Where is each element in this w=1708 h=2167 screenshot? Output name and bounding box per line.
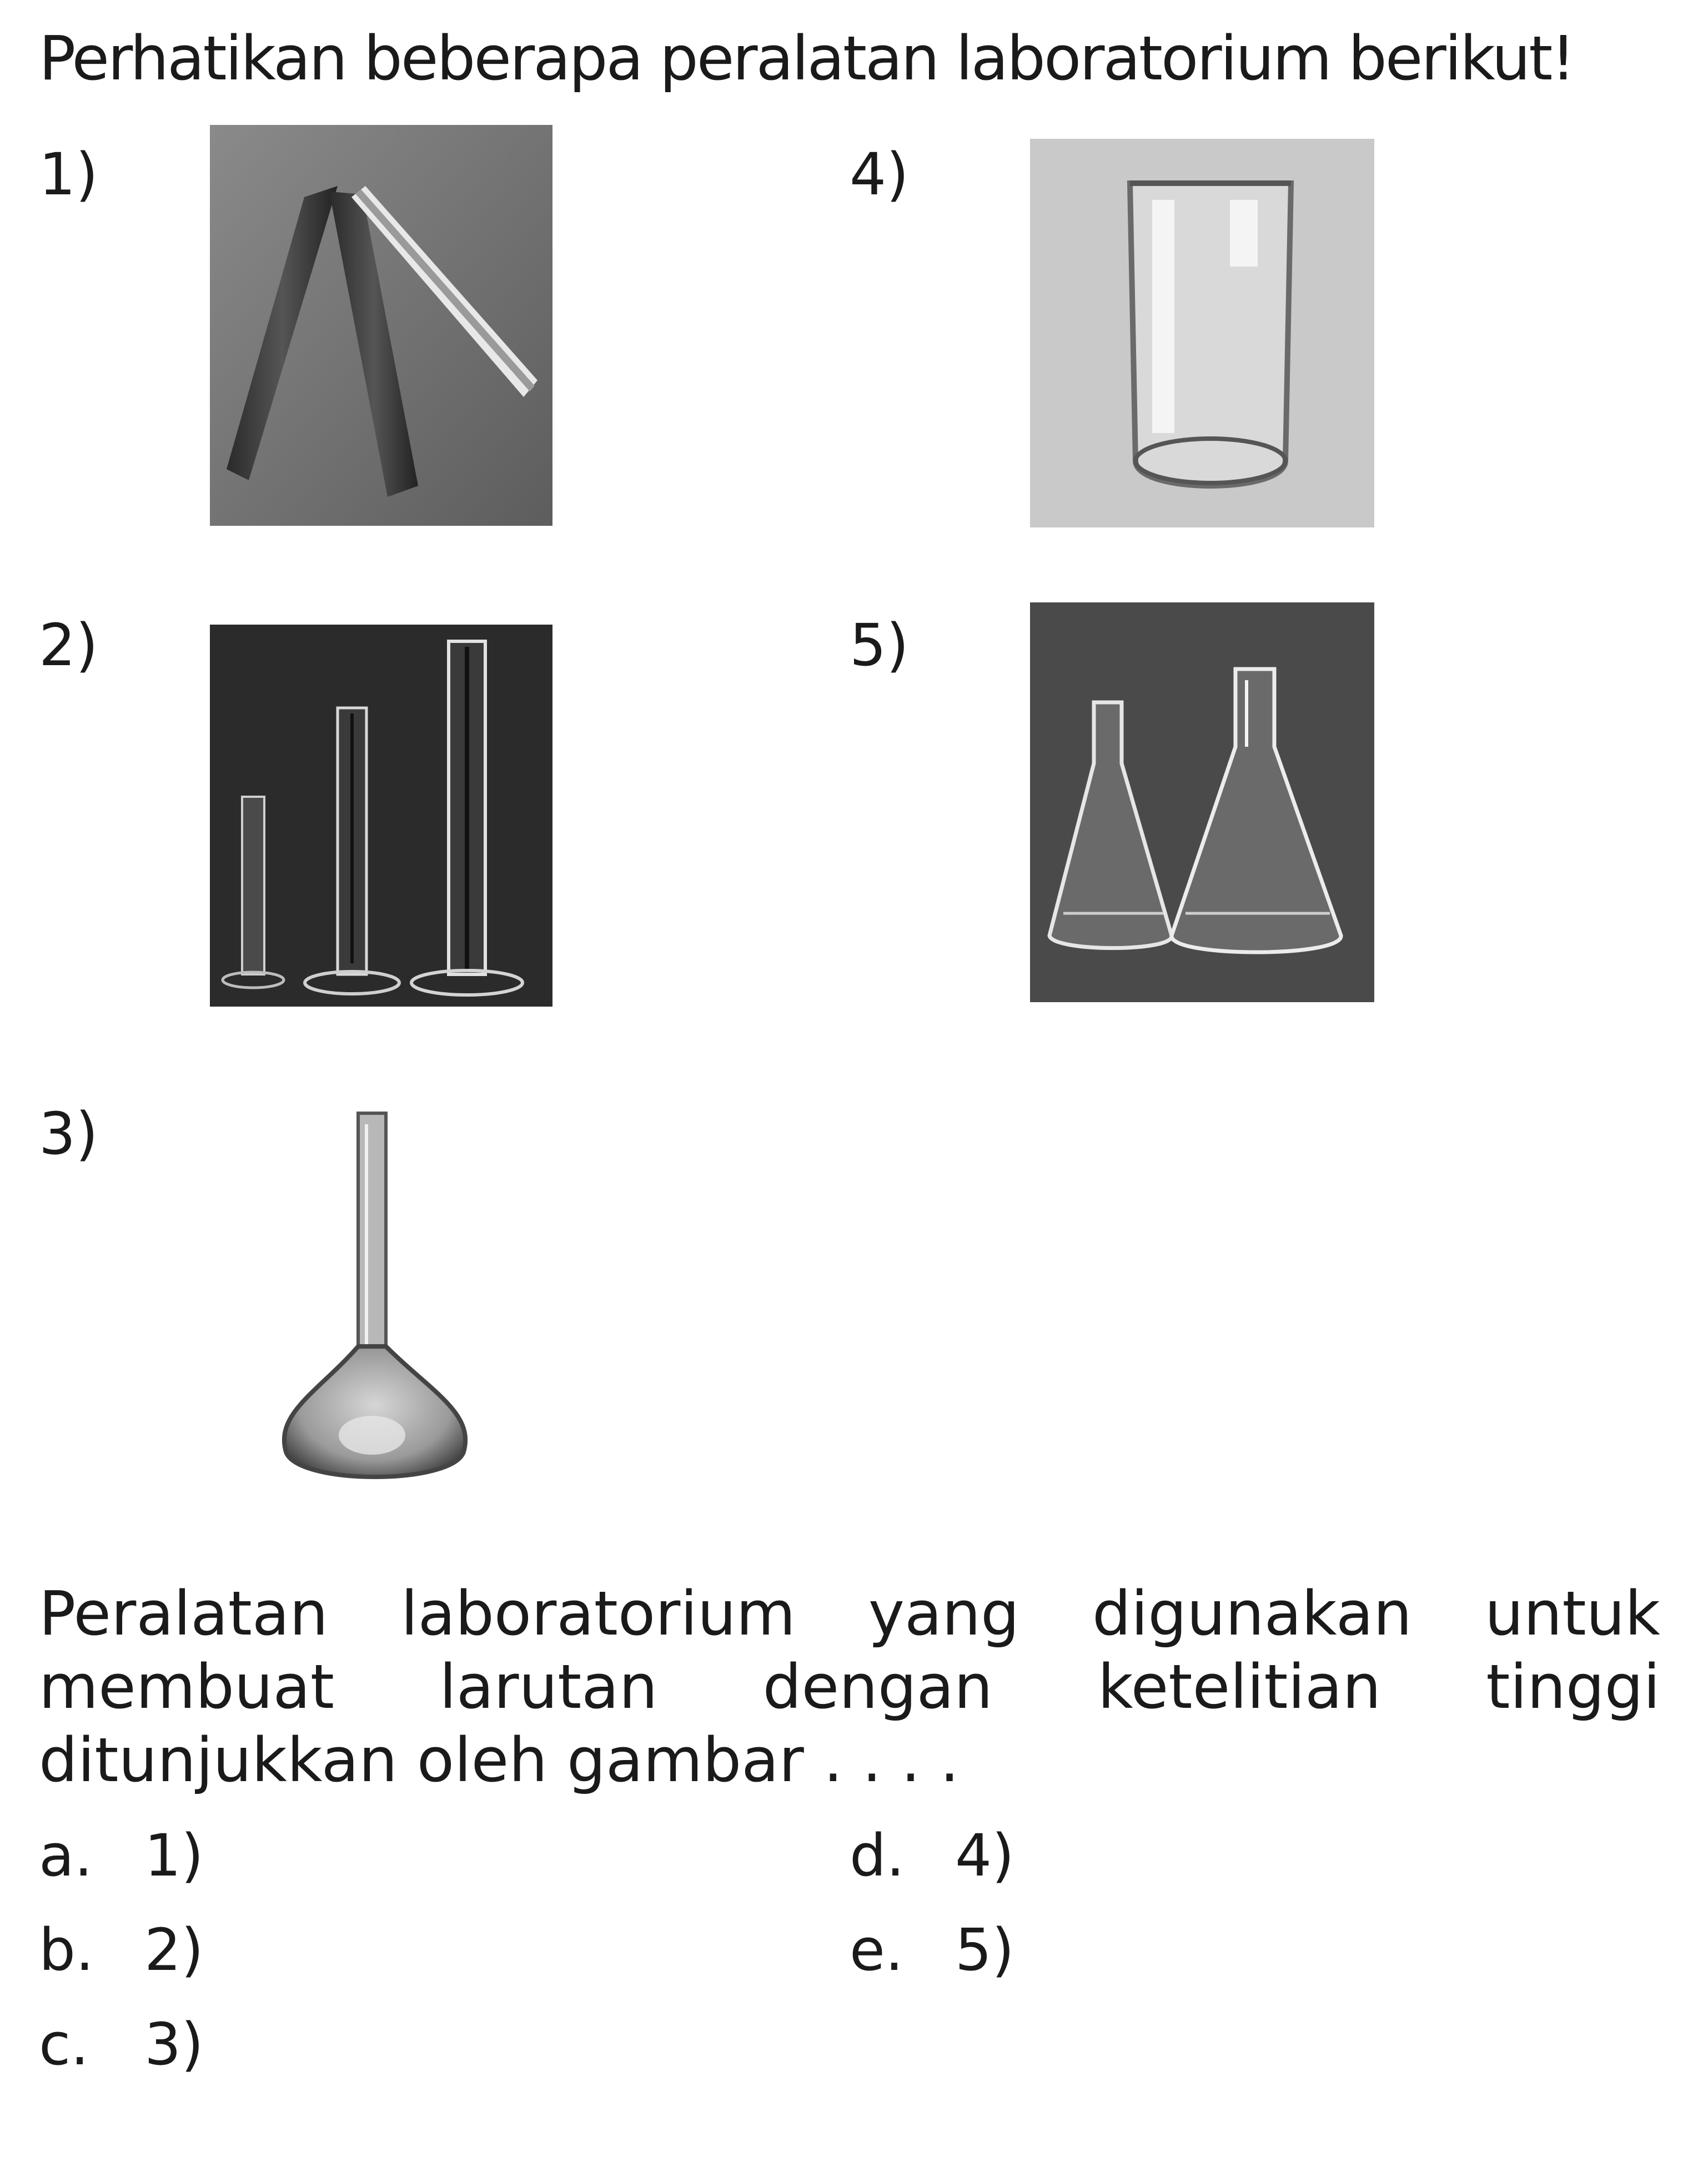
question-stem (39, 1577, 1660, 1797)
option-d-letter: d. (850, 1822, 905, 1889)
option-e[interactable] (850, 1916, 1014, 1984)
option-a[interactable] (39, 1822, 204, 1889)
option-a-letter: a. (39, 1822, 93, 1889)
option-c-value: 3) (144, 2010, 204, 2078)
figure-number-4: 4) (850, 140, 909, 208)
option-c[interactable] (39, 2010, 204, 2078)
graduated-cylinders-photo (210, 625, 552, 1007)
figure-number-1: 1) (39, 140, 98, 208)
figure-number-3: 3) (39, 1100, 98, 1168)
volumetric-flask-photo (253, 1102, 497, 1491)
option-b-value: 2) (144, 1916, 204, 1984)
option-d-value: 4) (955, 1822, 1014, 1889)
erlenmeyer-flasks-photo (1030, 602, 1374, 1002)
beaker-photo (1030, 139, 1374, 527)
option-b-letter: b. (39, 1916, 94, 1984)
option-d[interactable] (850, 1822, 1014, 1889)
figure-number-2: 2) (39, 611, 98, 679)
option-e-value: 5) (955, 1916, 1014, 1984)
test-tubes-photo (210, 125, 552, 526)
question-line-2: membuat larutan dengan ketelitian tinggi (39, 1651, 1660, 1722)
question-line-1: Peralatan laboratorium yang digunakan untuk (39, 1578, 1660, 1649)
option-e-letter: e. (850, 1916, 904, 1984)
question-line-3: ditunjukkan oleh gambar . . . . (39, 1724, 960, 1796)
option-b[interactable] (39, 1916, 204, 1984)
figure-number-5: 5) (850, 611, 909, 679)
option-a-value: 1) (144, 1822, 204, 1889)
option-c-letter: c. (39, 2010, 89, 2078)
intro-text: Perhatikan beberapa peralatan laboratorium berikut! (39, 23, 1574, 94)
